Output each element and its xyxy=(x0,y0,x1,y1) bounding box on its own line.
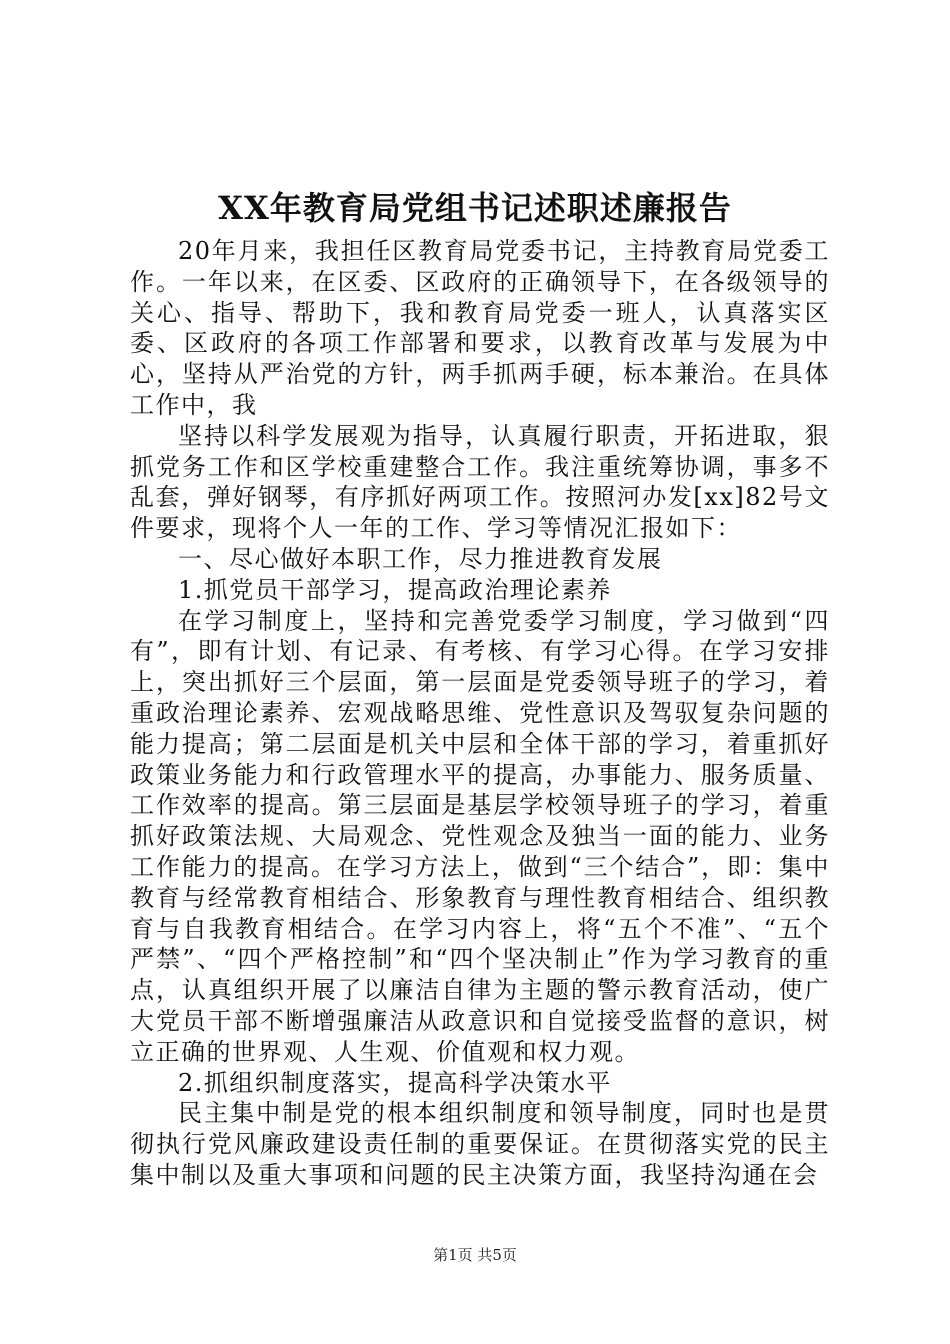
page-number-footer: 第1页 共5页 xyxy=(433,1246,517,1264)
body-paragraph: 坚持以科学发展观为指导，认真履行职责，开拓进取，狠抓党务工作和区学校重建整合工作。我注重统筹协调，事多不乱套，弹好钢琴，有序抓好两项工作。按照河办发[xx]82号文件要求，现将个人一年的工作、学习等情况汇报如下： xyxy=(130,421,830,543)
document-body xyxy=(130,236,830,1191)
subsection-heading: 1.抓党员干部学习，提高政治理论素养 xyxy=(178,575,612,604)
body-paragraph: 20年月来，我担任区教育局党委书记，主持教育局党委工作。一年以来，在区委、区政府的正确领导下，在各级领导的关心、指导、帮助下，我和教育局党委一班人，认真落实区委、区政府的各项工作部署和要求，以教育改革与发展为中心，坚持从严治党的方针，两手抓两手硬，标本兼治。在具体工作中，我 xyxy=(130,237,830,419)
body-paragraph: 民主集中制是党的根本组织制度和领导制度，同时也是贯彻执行党风廉政建设责任制的重要保证。在贯彻落实党的民主集中制以及重大事项和问题的民主决策方面，我坚持沟通在会 xyxy=(130,1099,830,1189)
subsection-heading: 2.抓组织制度落实，提高科学决策水平 xyxy=(178,1068,612,1097)
section-heading: 一、尽心做好本职工作，尽力推进教育发展 xyxy=(178,544,663,573)
body-paragraph: 在学习制度上，坚持和完善党委学习制度，学习做到“四有”，即有计划、有记录、有考核、有学习心得。在学习安排上，突出抓好三个层面，第一层面是党委领导班子的学习，着重政治理论素养、宏观战略思维、党性意识及驾驭复杂问题的能力提高；第二层面是机关中层和全体干部的学习，着重抓好政策业务能力和行政管理水平的提高，办事能力、服务质量、工作效率的提高。第三层面是基层学校领导班子的学习，着重抓好政策法规、大局观念、党性观念及独当一面的能力、业务工作能力的提高。在学习方法上，做到“三个结合”，即：集中教育与经常教育相结合、形象教育与理性教育相结合、组织教育与自我教育相结合。在学习内容上，将“五个不准”、“五个严禁”、“四个严格控制”和“四个坚决制止”作为学习教育的重点，认真组织开展了以廉洁自律为主题的警示教育活动，使广大党员干部不断增强廉洁从政意识和自觉接受监督的意识，树立正确的世界观、人生观、价值观和权力观。 xyxy=(130,606,830,1066)
document-title: XX年教育局党组书记述职述廉报告 xyxy=(218,189,732,227)
